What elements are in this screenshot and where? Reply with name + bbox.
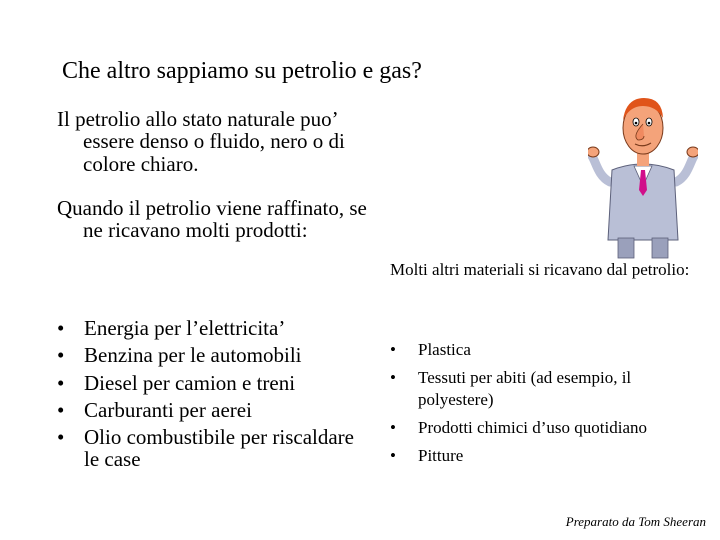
list-item: • Prodotti chimici d’uso quotidiano (390, 417, 700, 439)
list-item: • Plastica (390, 339, 700, 361)
list-item: • Energia per l’elettricita’ (57, 317, 367, 339)
list-item: • Pitture (390, 445, 700, 467)
list-item: • Diesel per camion e treni (57, 372, 367, 394)
list-item: • Carburanti per aerei (57, 399, 367, 421)
paragraph-refining: Quando il petrolio viene raffinato, se ne ricavano molti prodotti: (57, 195, 367, 242)
author-credit: Preparato da Tom Sheeran (565, 514, 706, 529)
products-list (57, 317, 367, 476)
materials-heading: Molti altri materiali si ricavano dal petrolio: (390, 260, 690, 279)
slide-title: Che altro sappiamo su petrolio e gas? (62, 58, 422, 84)
list-item: • Tessuti per abiti (ad esempio, il polyestere) (390, 367, 700, 411)
cartoon-man-shrugging-icon (588, 90, 698, 260)
list-item: • Benzina per le automobili (57, 344, 367, 366)
materials-list (390, 339, 700, 473)
paragraph-natural-state: Il petrolio allo stato naturale puo’ essere denso o fluido, nero o di colore chiaro. (57, 107, 345, 176)
left-text-column (57, 108, 377, 241)
list-item: • Olio combustibile per riscaldare le case (57, 426, 367, 471)
